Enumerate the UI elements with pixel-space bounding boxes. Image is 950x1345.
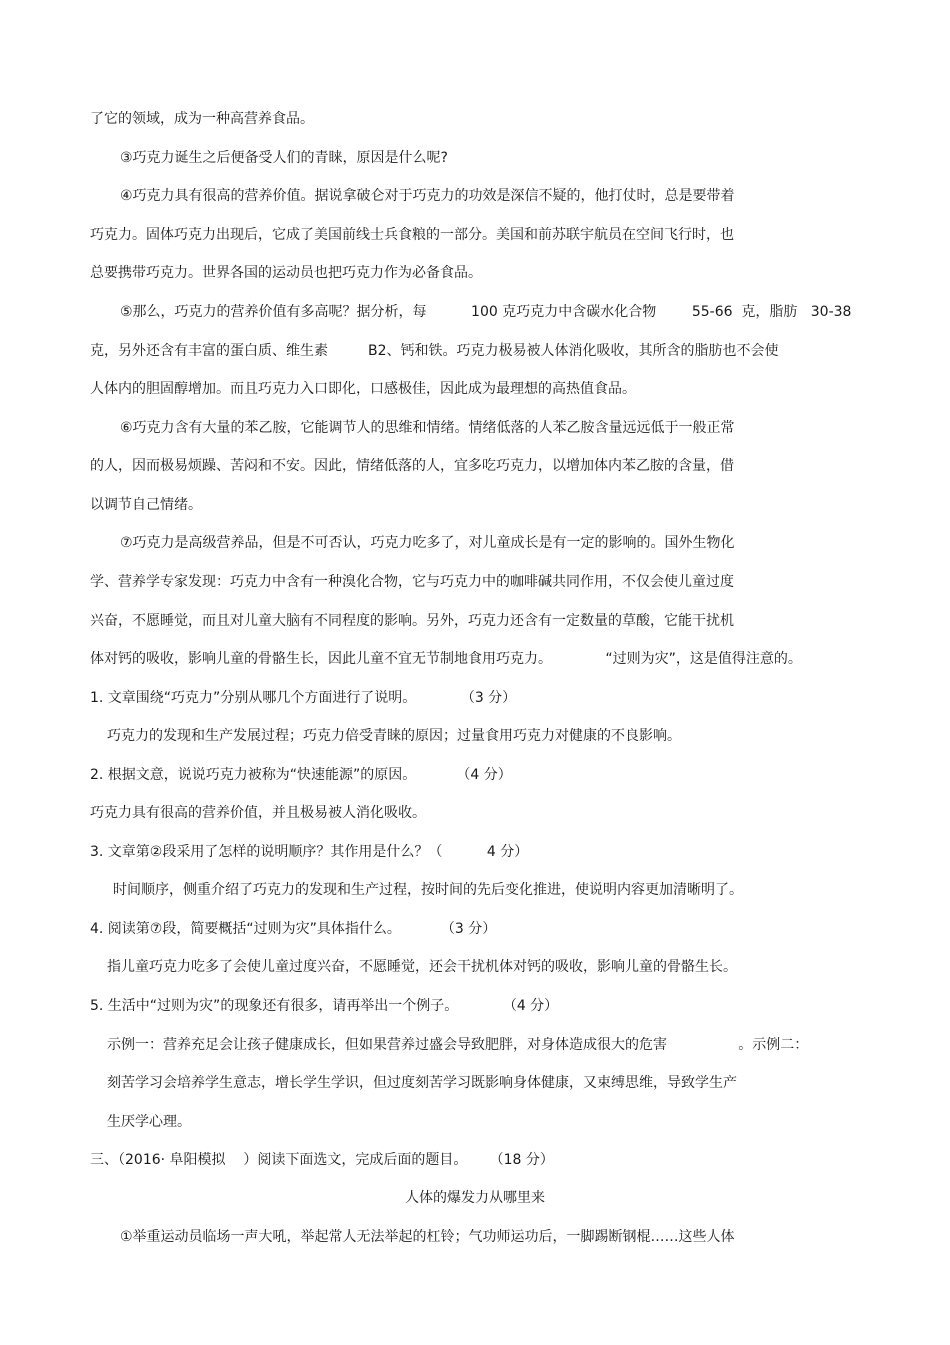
question-2: 2. 根据文意，说说巧克力被称为“快速能源”的原因。 （4 分） [90, 767, 512, 783]
passage-paragraph-1: ①举重运动员临场一声大吼，举起常人无法举起的杠铃；气功师运功后，一脚踢断钢棍……这些人体 [120, 1229, 735, 1245]
answer-5-line-1: 示例一：营养充足会让孩子健康成长，但如果营养过盛会导致肥胖，对身体造成很大的危害 。示例二： [107, 1037, 809, 1053]
line-5: 总要携带巧克力。世界各国的运动员也把巧克力作为必备食品。 [90, 265, 482, 281]
line-11: 以调节自己情绪。 [90, 497, 202, 513]
line-2: ③巧克力诞生之后便备受人们的青睐，原因是什么呢? [120, 150, 448, 166]
line-12: ⑦巧克力是高级营养品，但是不可否认，巧克力吃多了，对儿童成长是有一定的影响的。国外生物化 [120, 535, 735, 551]
line-6: ⑤那么，巧克力的营养价值有多高呢？据分析，每 100 克巧克力中含碳水化合物 55-66 克，脂肪 30-38 [120, 304, 852, 320]
answer-5-line-3: 生厌学心理。 [107, 1114, 191, 1130]
answer-3: 时间顺序，侧重介绍了巧克力的发现和生产过程，按时间的先后变化推进，使说明内容更加清晰明了。 [113, 882, 743, 898]
line-9: ⑥巧克力含有大量的苯乙胺，它能调节人的思维和情绪。情绪低落的人苯乙胺含量远远低于一般正常 [120, 420, 735, 436]
line-1: 了它的领域，成为一种高营养食品。 [90, 111, 314, 127]
section-heading: 三、（2016· 阜阳模拟 ）阅读下面选文，完成后面的题目。 （18 分） [90, 1152, 554, 1168]
answer-4: 指儿童巧克力吃多了会使儿童过度兴奋，不愿睡觉，还会干扰机体对钙的吸收，影响儿童的骨骼生长。 [107, 959, 737, 975]
answer-2: 巧克力具有很高的营养价值，并且极易被人消化吸收。 [90, 805, 426, 821]
line-15: 体对钙的吸收，影响儿童的骨骼生长，因此儿童不宜无节制地食用巧克力。 “过则为灾”，这是值得注意的。 [90, 651, 802, 667]
line-8: 人体内的胆固醇增加。而且巧克力入口即化，口感极佳，因此成为最理想的高热值食品。 [90, 381, 636, 397]
question-5: 5. 生活中“过则为灾”的现象还有很多，请再举出一个例子。 （4 分） [90, 998, 559, 1014]
question-1: 1. 文章围绕“巧克力”分别从哪几个方面进行了说明。 （3 分） [90, 690, 517, 706]
question-4: 4. 阅读第⑦段，简要概括“过则为灾”具体指什么。 （3 分） [90, 921, 497, 937]
line-14: 兴奋，不愿睡觉，而且对儿童大脑有不同程度的影响。另外，巧克力还含有一定数量的草酸，它能干扰机 [90, 613, 734, 629]
line-3: ④巧克力具有很高的营养价值。据说拿破仑对于巧克力的功效是深信不疑的，他打仗时，总是要带着 [120, 188, 735, 204]
line-4: 巧克力。固体巧克力出现后，它成了美国前线士兵食粮的一部分。美国和前苏联宇航员在空间飞行时，也 [90, 227, 734, 243]
answer-5-line-2: 刻苦学习会培养学生意志，增长学生学识，但过度刻苦学习既影响身体健康，又束缚思维，导致学生产 [107, 1075, 737, 1091]
line-13: 学、营养学专家发现：巧克力中含有一种溴化合物，它与巧克力中的咖啡碱共同作用，不仅会使儿童过度 [90, 574, 734, 590]
passage-title: 人体的爆发力从哪里来 [405, 1190, 545, 1206]
line-7: 克，另外还含有丰富的蛋白质、维生素 B2、钙和铁。巧克力极易被人体消化吸收，其所含的脂肪也不会使 [90, 343, 779, 359]
line-10: 的人，因而极易烦躁、苦闷和不安。因此，情绪低落的人，宜多吃巧克力，以增加体内苯乙胺的含量，借 [90, 458, 734, 474]
answer-1: 巧克力的发现和生产发展过程；巧克力倍受青睐的原因；过量食用巧克力对健康的不良影响。 [107, 728, 681, 744]
question-3: 3. 文章第②段采用了怎样的说明顺序？其作用是什么？（ 4 分） [90, 844, 529, 860]
